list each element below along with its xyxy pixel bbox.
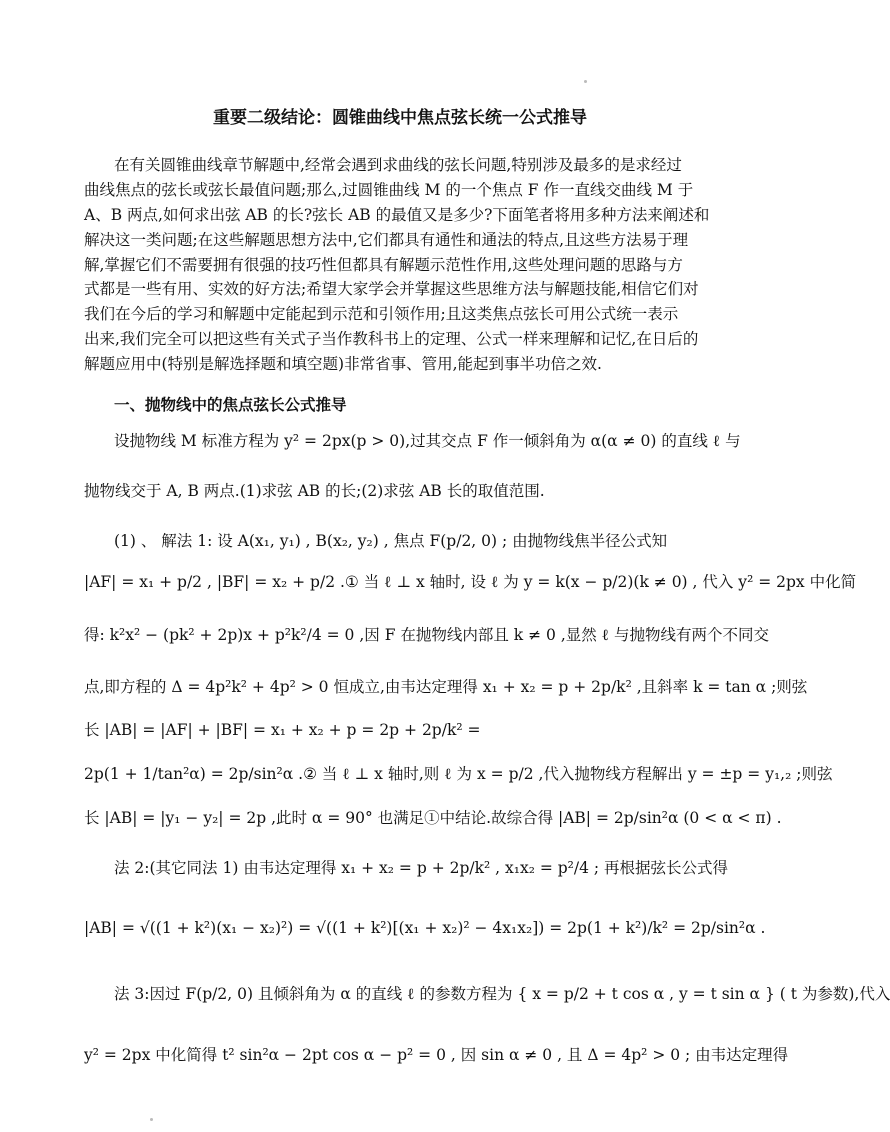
intro-line: 我们在今后的学习和解题中定能起到示范和引领作用;且这类焦点弦长可用公式统一表示 (84, 305, 679, 323)
intro-line: 出来,我们完全可以把这些有关式子当作教科书上的定理、公式一样来理解和记忆,在日后的 (84, 330, 699, 348)
section-heading: 一、抛物线中的焦点弦长公式推导 (114, 396, 347, 414)
body-line: 得: k²x² − (pk² + 2p)x + p²k²/4 = 0 ,因 F 在抛物线内部且 k ≠ 0 ,显然 ℓ 与抛物线有两个不同交 (84, 626, 770, 644)
body-line: 长 |AB| = |AF| + |BF| = x₁ + x₂ + p = 2p + 2p/k² = (84, 721, 481, 739)
body-line: (1) 、 解法 1: 设 A(x₁, y₁) , B(x₂, y₂) , 焦点 F(p/2, 0) ; 由抛物线焦半径公式知 (114, 532, 668, 550)
intro-line: 曲线焦点的弦长或弦长最值问题;那么,过圆锥曲线 M 的一个焦点 F 作一直线交曲线 M 于 (84, 181, 694, 199)
body-line: 设抛物线 M 标准方程为 y² = 2px(p > 0),过其交点 F 作一倾斜角为 α(α ≠ 0) 的直线 ℓ 与 (114, 432, 741, 450)
body-line: y² = 2px 中化简得 t² sin²α − 2pt cos α − p² = 0 , 因 sin α ≠ 0 , 且 Δ = 4p² > 0 ; 由韦达定理得 (84, 1046, 789, 1064)
scan-speck (584, 80, 587, 83)
body-line: 法 3:因过 F(p/2, 0) 且倾斜角为 α 的直线 ℓ 的参数方程为 { x = p/2 + t cos α , y = t sin α } ( t 为参数),代入 (114, 985, 890, 1003)
body-line: 抛物线交于 A, B 两点.(1)求弦 AB 的长;(2)求弦 AB 长的取值范围. (84, 482, 545, 500)
intro-line: 式都是一些有用、实效的好方法;希望大家学会并掌握这些思维方法与解题技能,相信它们对 (84, 280, 699, 298)
intro-line: 解决这一类问题;在这些解题思想方法中,它们都具有通性和通法的特点,且这些方法易于理 (84, 231, 689, 249)
intro-line: 在有关圆锥曲线章节解题中,经常会遇到求曲线的弦长问题,特别涉及最多的是求经过 (114, 156, 682, 174)
body-line: |AF| = x₁ + p/2 , |BF| = x₂ + p/2 .① 当 ℓ ⊥ x 轴时, 设 ℓ 为 y = k(x − p/2)(k ≠ 0) , 代入 y² = 2px 中化简 (84, 573, 857, 591)
scan-speck (150, 1118, 153, 1121)
intro-line: 解,掌握它们不需要拥有很强的技巧性但都具有解题示范性作用,这些处理问题的思路与方 (84, 256, 683, 274)
body-line: 2p(1 + 1/tan²α) = 2p/sin²α .② 当 ℓ ⊥ x 轴时,则 ℓ 为 x = p/2 ,代入抛物线方程解出 y = ±p = y₁,₂ ;则弦 (84, 765, 833, 783)
body-line: 长 |AB| = |y₁ − y₂| = 2p ,此时 α = 90° 也满足①中结论.故综合得 |AB| = 2p/sin²α (0 < α < π) . (84, 809, 782, 827)
intro-line: 解题应用中(特别是解选择题和填空题)非常省事、管用,能起到事半功倍之效. (84, 355, 602, 373)
body-line: |AB| = √((1 + k²)(x₁ − x₂)²) = √((1 + k²)[(x₁ + x₂)² − 4x₁x₂]) = 2p(1 + k²)/k² = 2p/sin²α . (84, 919, 766, 937)
intro-line: A、B 两点,如何求出弦 AB 的长?弦长 AB 的最值又是多少?下面笔者将用多种方法来阐述和 (84, 206, 710, 224)
document-title: 重要二级结论：圆锥曲线中焦点弦长统一公式推导 (213, 108, 587, 128)
body-line: 点,即方程的 Δ = 4p²k² + 4p² > 0 恒成立,由韦达定理得 x₁ + x₂ = p + 2p/k² ,且斜率 k = tan α ;则弦 (84, 678, 808, 696)
body-line: 法 2:(其它同法 1) 由韦达定理得 x₁ + x₂ = p + 2p/k² , x₁x₂ = p²/4 ; 再根据弦长公式得 (114, 859, 729, 877)
